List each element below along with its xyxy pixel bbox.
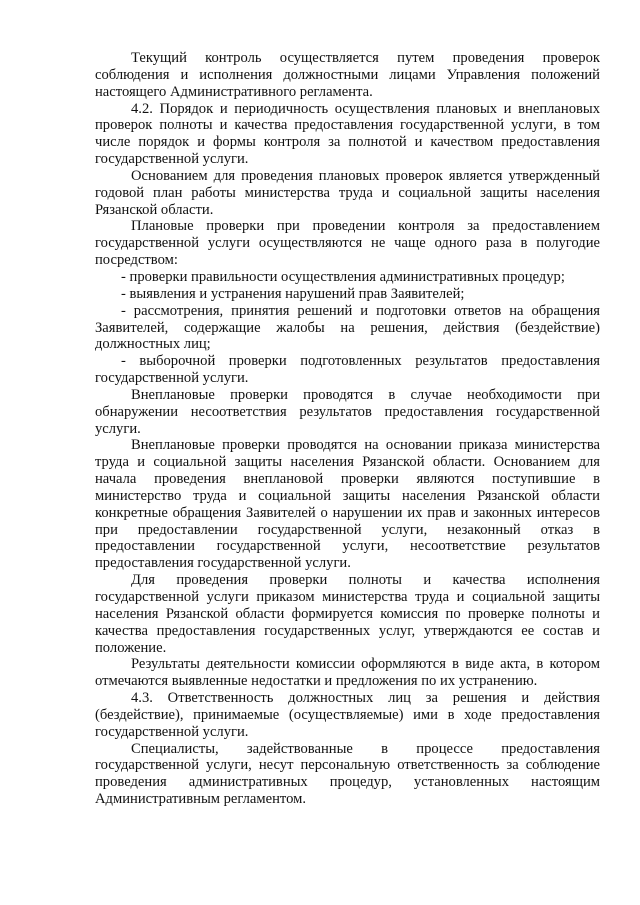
list-item-violations: - выявления и устранения нарушений прав Заявителей;	[121, 285, 465, 302]
list-item-selective-check: - выборочной проверки подготовленных результатов предоставления государственной услуги.	[95, 353, 600, 387]
paragraph-commission: Для проведения проверки полноты и качества исполнения государственной услуги приказом министерства труда и социальной защиты населения Рязанской области формируется комиссия по проверке полноты и качества предоставления государственных услуг, утверждаются ее состав и положение.	[95, 572, 600, 656]
paragraph-current-control: Текущий контроль осуществляется путем проведения проверок соблюдения и исполнения должностными лицами Управления положений настоящего Административного регламента.	[95, 50, 600, 100]
paragraph-section-4-2: 4.2. Порядок и периодичность осуществления плановых и внеплановых проверок полноты и качества предоставления государственной услуги, в том числе порядок и формы контроля за полнотой и качеством предоставления государственной услуги.	[95, 100, 600, 168]
paragraph-unplanned-basis: Внеплановые проверки проводятся на основании приказа министерства труда и социальной защиты населения Рязанской области. Основанием для начала проведения внеплановой проверки являются поступившие в министерство труда и социальной защиты населения Рязанской области конкретные обращения Заявителей о нарушении их прав и законных интересов при предоставлении государственной услуги, незаконный отказ в предоставлении государственной услуги, несоответствие результатов предоставления государственной услуги.	[95, 437, 600, 572]
paragraph-planned-basis: Основанием для проведения плановых проверок является утвержденный годовой план работы министерства труда и социальной защиты населения Рязанской области.	[95, 167, 600, 218]
paragraph-section-4-3: 4.3. Ответственность должностных лиц за решения и действия (бездействие), принимаемые (осуществляемые) ими в ходе предоставления государственной услуги.	[95, 690, 600, 740]
document-body	[95, 50, 600, 808]
paragraph-planned-frequency: Плановые проверки при проведении контроля за предоставлением государственной услуги осуществляются не чаще одного раза в полугодие посредством:	[95, 218, 600, 269]
list-item-complaints: - рассмотрения, принятия решений и подготовки ответов на обращения Заявителей, содержащие жалобы на решения, действия (бездействие) должностных лиц;	[95, 302, 600, 353]
paragraph-specialists: Специалисты, задействованные в процессе предоставления государственной услуги, несут персональную ответственность за соблюдение проведения административных процедур, установленных настоящим Административным регламентом.	[95, 740, 600, 808]
paragraph-commission-results: Результаты деятельности комиссии оформляются в виде акта, в котором отмечаются выявленные недостатки и предложения по их устранению.	[95, 656, 600, 690]
list-item-procedures-check: - проверки правильности осуществления административных процедур;	[121, 268, 565, 285]
paragraph-unplanned-cases: Внеплановые проверки проводятся в случае необходимости при обнаружении несоответствия результатов предоставления государственной услуги.	[95, 386, 600, 437]
